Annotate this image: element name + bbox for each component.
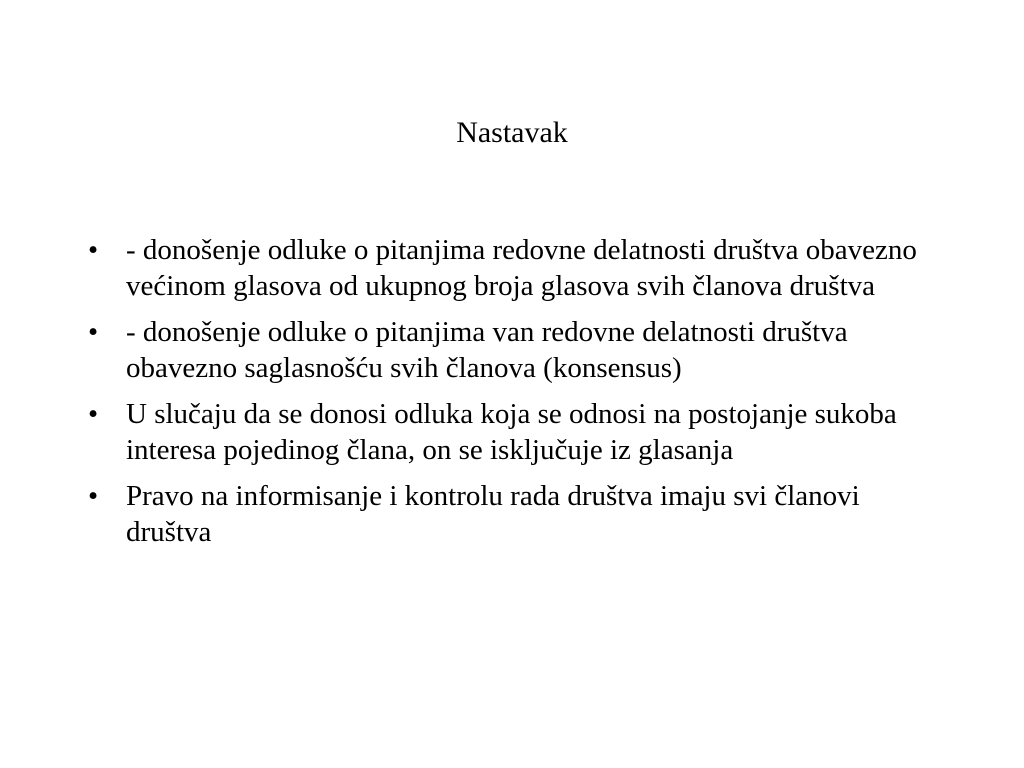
bullet-item	[88, 478, 948, 550]
bullet-text: U slučaju da se donosi odluka koja se odnosi na postojanje sukoba interesa pojedinog člana, on se isključuje iz glasanja	[126, 398, 897, 466]
bullet-icon: •	[88, 234, 99, 266]
bullet-icon: •	[88, 398, 99, 430]
bullet-text: - donošenje odluke o pitanjima van redovne delatnosti društva obavezno saglasnošću svih članova (konsensus)	[126, 316, 848, 384]
bullet-list	[88, 232, 948, 560]
slide-title: Nastavak	[456, 116, 568, 149]
bullet-text: - donošenje odluke o pitanjima redovne delatnosti društva obavezno većinom glasova od ukupnog broja glasova svih članova društva	[126, 234, 917, 302]
bullet-icon: •	[88, 316, 99, 348]
bullet-icon: •	[88, 480, 99, 512]
bullet-item	[88, 314, 948, 386]
bullet-item	[88, 232, 948, 304]
bullet-item	[88, 396, 948, 468]
bullet-text: Pravo na informisanje i kontrolu rada društva imaju svi članovi društva	[126, 480, 860, 548]
